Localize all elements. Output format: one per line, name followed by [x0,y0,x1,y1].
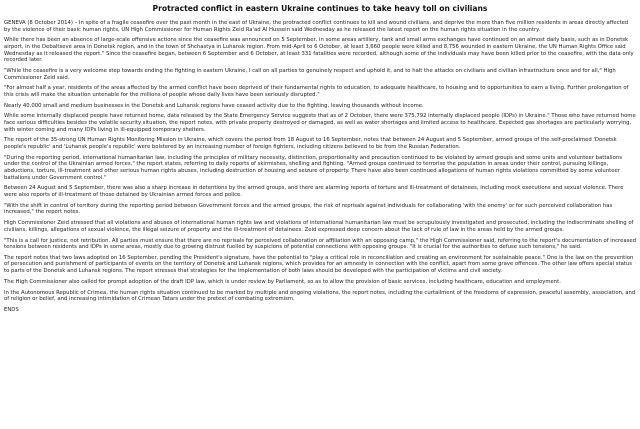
paragraph-11: High Commissioner Zeid stressed that all violations and abuses of international human rights law and violations of international humanitarian law must be scrupulously investigated and prosecuted, including the indiscriminate shelling of civilians, killings, allegations of sexual violence, the illegal seizure of property and the ill-treatment of detainees. Zeid expressed deep concern about the lack of rule of law in the areas held by the armed groups. [4,220,634,233]
paragraph-8: "During the reporting period, international humanitarian law, including the principles of military necessity, distinction, proportionality and precaution continued to be violated by armed groups and some units and volunteer battalions under the control of the Ukrainian armed forces," the report states, referring to daily reports of skirmishes, shelling and fighting. "Armed groups continued to terrorise the population in areas under their control, pursuing killings, abductions, torture, ill-treatment and other serious human rights abuses, including destruction of housing and seizure of property. There have also been continued allegations of human rights violations committed by some volunteer battalions under Government control." [4,154,622,181]
paragraph-10: "With the shift in control of territory during the reporting period between Government forces and the armed groups, the risk of reprisals against individuals for collaborating 'with the enemy' or for such perceived collaboration has increased," the report notes. [4,202,613,216]
paragraph-2: While there has been an absence of large-scale offensive actions since the ceasefire was announced on 5 September, in some areas artillery, tank and small arms exchanges have continued on an almost daily basis, such as in Donetsk airport, in the Debaltseve area in Donetsk region, and in the town of Shchastya in Luhansk region. From mid-April to 6 October, at least 3,660 people were killed and 8,756 wounded in eastern Ukraine, the UN Human Rights Office said Wednesday as it released the report." Since the ceasefire began, between 6 September and 6 October, at least 331 fatalities were recorded, although some of the individuals may have been killed prior to the ceasefire, with the data only recorded later. [4,37,634,64]
paragraph-5: Nearly 40,000 small and medium businesses in the Donetsk and Luhansk regions have ceased activity due to the fighting, leaving thousands without income. [4,102,424,109]
paragraph-14: The High Commissioner also called for prompt adoption of the draft IDP law, which is under review by Parliament, so as to allow the provision of basic services, including healthcare, education and employment. [4,278,561,285]
paragraph-6: While some internally displaced people have returned home, data released by the State Emergency Service suggests that as of 2 October, there were 375,792 internally displaced people (IDPs) in Ukraine." Those who have returned home face serious difficulties besides the volatile security situation, the report notes, with private property destroyed or damaged, as well as water shortages and limited access to healthcare. Expected gas shortages are particularly worrying, with winter coming and many IDPs living in ill-equipped temporary shelters. [4,113,636,133]
paragraph-4: "For almost half a year, residents of the areas affected by the armed conflict have been deprived of their fundamental rights to education, to adequate healthcare, to housing and to opportunities to earn a living. Further prolongation of this crisis will make the situation untenable for the millions of people whose daily lives have been seriously disrupted." [4,85,629,98]
ends-marker: ENDS [4,307,19,313]
article-body [4,20,636,314]
paragraph-1: GENEVA (8 October 2014) – In spite of a fragile ceasefire over the past month in the east of Ukraine, the protracted conflict continues to kill and wound civilians, and deprive the more than five million residents in areas directly affected by the violence of their basic human rights, UN High Commissioner for Human Rights Zeid Ra'ad Al Hussein said Wednesday as he released the latest report on the human rights situation in the country. [4,20,629,33]
paragraph-13: The report notes that two laws adopted on 16 September, pending the President's signature, have the potential to "play a critical role in reconciliation and creating an environment for sustainable peace." One is the law on the prevention of persecution and punishment of participants of events on the territory of Donetsk and Luhansk regions, which provides for an amnesty in connection with the conflict, apart from some grave offences. The other law offers special status to parts of the Donetsk and Luhansk regions. The report stresses that strategies for the implementation of both laws should be developed with the participation of victims and civil society. [4,254,634,275]
paragraph-7: The report of the 35-strong UN Human Rights Monitoring Mission in Ukraine, which covers the period from 18 August to 16 September, notes that between 24 August and 5 September, armed groups of the self-proclaimed 'Donetsk people's republic' and 'Luhansk people's republic' were bolstered by an increasing number of foreign fighters, including citizens believed to be from the Russian Federation. [4,137,617,151]
paragraph-3: "While the ceasefire is a very welcome step towards ending the fighting in eastern Ukraine, I call on all parties to genuinely respect and uphold it, and to halt the attacks on civilians and civilian infrastructure once and for all," High Commissioner Zeid said. [4,67,616,81]
paragraph-12: "This is a call for justice, not retribution. All parties must ensure that there are no reprisals for perceived collaboration or affiliation with an opposing camp," the High Commissioner said, referring to the report's documentation of increased tensions between residents and IDPs in some areas, mostly due to growing distrust fuelled by suspicions of potential connections with opposing groups. "It is crucial for the authorities to defuse such tensions," he said. [4,237,636,251]
paragraph-9: Between 24 August and 5 September, there was also a sharp increase in detentions by the armed groups, and there are alarming reports of torture and ill-treatment of detainees, including mock executions and sexual violence. There were also reports of ill-treatment of those detained by Ukrainian armed forces and police. [4,185,624,198]
page-title: Protracted conflict in eastern Ukraine continues to take heavy toll on civilians [152,4,488,13]
paragraph-15: In the Autonomous Republic of Crimea, the human rights situation continued to be marked by multiple and ongoing violations, the report notes, including the curtailment of the freedoms of expression, peaceful assembly, association, and of religion or belief, and increasing intimidation of Crimean Tatars under the pretext of combating extremism. [4,289,636,303]
